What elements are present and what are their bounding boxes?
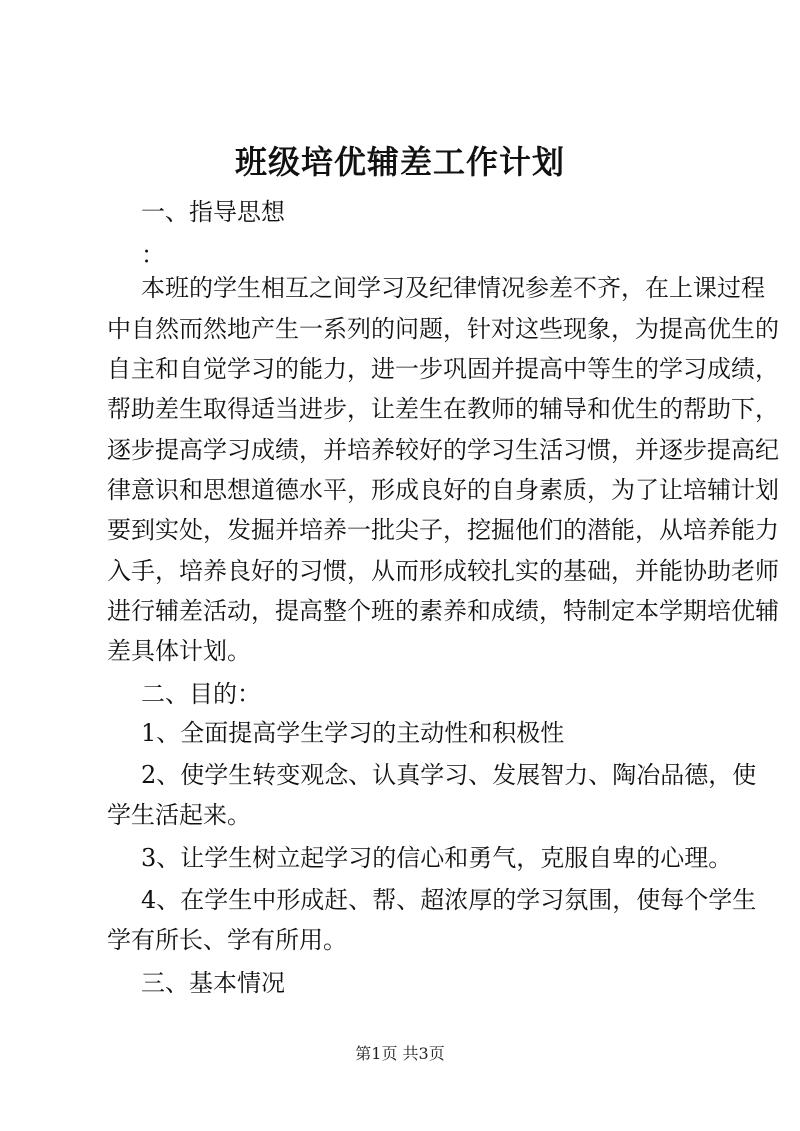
paragraph-line: 本班的学生相互之间学习及纪律情况参差不齐，在上课过程: [141, 274, 765, 302]
goal-item: 2、使学生转变观念、认真学习、发展智力、陶冶品德，使: [141, 761, 757, 789]
paragraph-line: 要到实处，发掘并培养一批尖子，挖掘他们的潜能，从培养能力: [107, 516, 779, 544]
paragraph-line: 中自然而然地产生一系列的问题，针对这些现象，为提高优生的: [107, 315, 779, 343]
paragraph-line: 入手，培养良好的习惯，从而形成较扎实的基础，并能协助老师: [107, 557, 779, 585]
paragraph-line: 进行辅差活动，提高整个班的素养和成绩，特制定本学期培优辅: [107, 597, 779, 625]
goal-item: 4、在学生中形成赶、帮、超浓厚的学习氛围，使每个学生: [141, 886, 757, 914]
paragraph-line: 差具体计划。: [107, 637, 251, 665]
colon-line: ：: [141, 241, 165, 269]
goal-item: 3、让学生树立起学习的信心和勇气，克服自卑的心理。: [141, 844, 733, 872]
goal-item-continuation: 学生活起来。: [107, 801, 251, 829]
page-title: 班级培优辅差工作计划: [234, 143, 565, 181]
goal-item: 1、全面提高学生学习的主动性和积极性: [141, 719, 565, 747]
paragraph-line: 律意识和思想道德水平，形成良好的自身素质，为了让培辅计划: [107, 476, 779, 504]
goal-item-continuation: 学有所长、学有所用。: [107, 926, 347, 954]
paragraph-line: 帮助差生取得适当进步，让差生在教师的辅导和优生的帮助下，: [107, 395, 779, 423]
section-heading-guiding-thought: 一、指导思想: [141, 198, 285, 226]
paragraph-line: 逐步提高学习成绩，并培养较好的学习生活习惯，并逐步提高纪: [107, 436, 779, 464]
section-heading-goals: 二、目的：: [141, 680, 261, 708]
paragraph-line: 自主和自觉学习的能力，进一步巩固并提高中等生的学习成绩，: [107, 355, 779, 383]
page-footer: 第1页 共3页: [355, 1044, 445, 1063]
section-heading-basic-situation: 三、基本情况: [141, 969, 285, 997]
